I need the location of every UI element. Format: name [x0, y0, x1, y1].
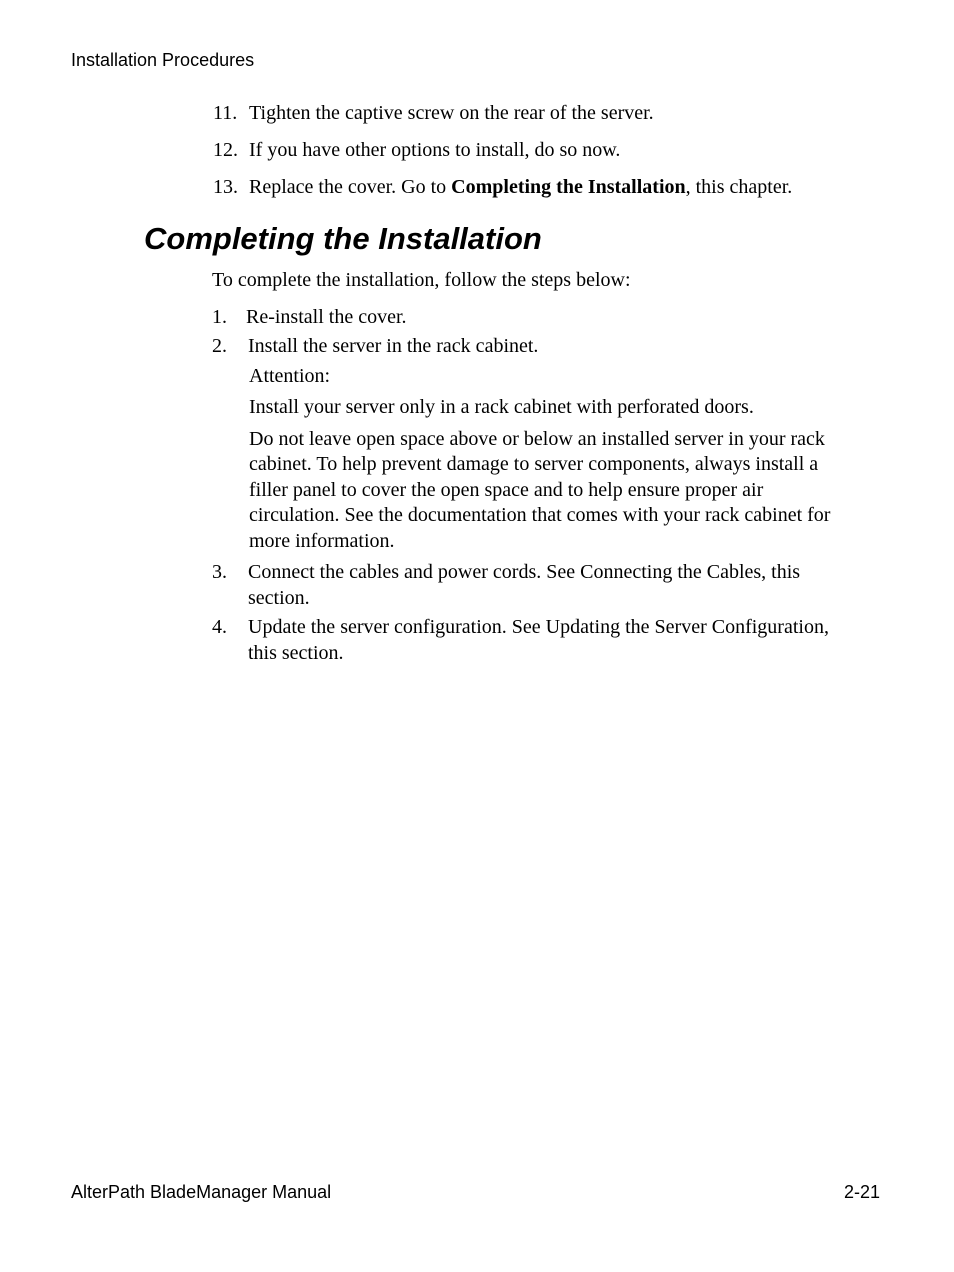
step-number: 1. [212, 306, 227, 328]
running-header: Installation Procedures [71, 50, 255, 70]
step-text: section. [248, 587, 310, 609]
step-text: Install the server in the rack cabinet. [248, 335, 539, 357]
section-intro: To complete the installation, follow the steps below: [212, 269, 631, 291]
step-number: 13. [213, 176, 238, 198]
step-number: 4. [212, 616, 227, 638]
step-text: If you have other options to install, do so now. [249, 139, 621, 161]
step-number: 2. [212, 335, 227, 357]
step-text: this section. [248, 642, 344, 664]
attention-paragraph-line: cabinet. To help prevent damage to server components, always install a [249, 453, 819, 475]
step-number: 12. [213, 139, 238, 161]
attention-paragraph-line: filler panel to cover the open space and to help ensure proper air [249, 479, 764, 501]
step-text: Tighten the captive screw on the rear of the server. [249, 102, 654, 124]
attention-paragraph-line: more information. [249, 530, 395, 552]
attention-paragraph-line: circulation. See the documentation that comes with your rack cabinet for [249, 504, 831, 526]
step-text: Connect the cables and power cords. See Connecting the Cables, this [248, 561, 801, 583]
section-heading: Completing the Installation [144, 221, 542, 256]
step-text-before: Replace the cover. Go to [249, 176, 452, 198]
attention-text: Install your server only in a rack cabinet with perforated doors. [249, 396, 754, 418]
step-text-after: , this chapter. [685, 176, 793, 198]
step-text: Update the server configuration. See Updating the Server Configuration, [248, 616, 829, 638]
attention-paragraph-line: Do not leave open space above or below an installed server in your rack [249, 428, 825, 450]
cross-reference: Completing the Installation [451, 176, 686, 198]
step-text [249, 174, 792, 200]
step-text: Re-install the cover. [246, 306, 407, 328]
page-number: 2-21 [843, 1182, 880, 1202]
footer-manual-title: AlterPath BladeManager Manual [71, 1182, 332, 1202]
step-number: 3. [212, 561, 227, 583]
attention-label: Attention: [249, 365, 331, 387]
step-number: 11. [213, 102, 238, 124]
